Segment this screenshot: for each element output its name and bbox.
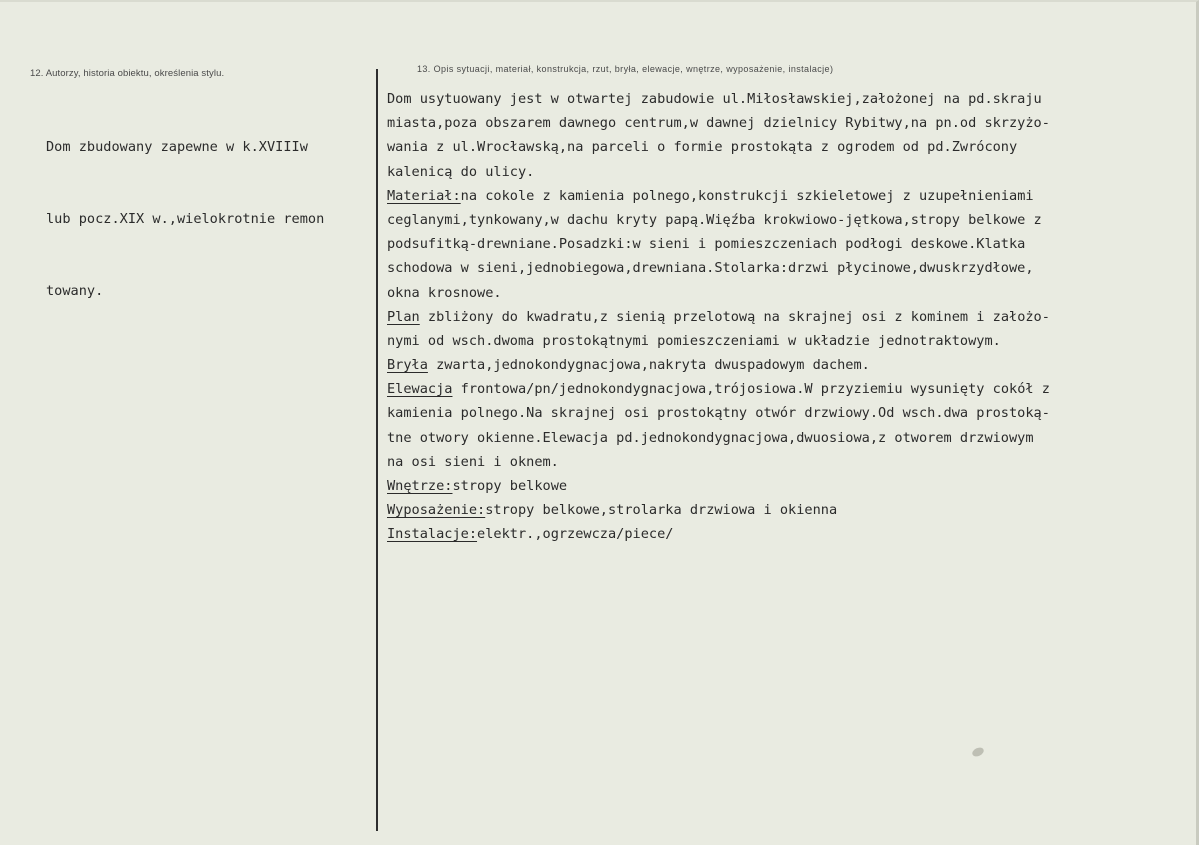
elewacja-label: Elewacja: [387, 381, 453, 398]
wnetrze-label: Wnętrze:: [387, 478, 453, 494]
text-line: podsufitką-drewniane.Posadzki:w sieni i pomieszczeniach podłogi deskowe.Klatka: [387, 236, 1026, 253]
text-line: kalenicą do ulicy.: [387, 163, 535, 180]
section-12-header: 12. Autorzy, historia obiektu, określenia stylu.: [30, 68, 225, 79]
text-line: miasta,poza obszarem dawnego centrum,w dawnej dzielnicy Rybitwy,na pn.od skrzyżo-: [387, 115, 1050, 132]
text-line: kamienia polnego.Na skrajnej osi prostokątny otwór drzwiowy.Od wsch.dwa prostoką-: [387, 405, 1050, 422]
wyposazenie-label: Wyposażenie:: [387, 502, 486, 519]
text-line: [387, 474, 1187, 498]
plan-text: zbliżony do kwadratu,z sienią przelotową na skrajnej osi z kominem i założo-: [419, 308, 1050, 325]
section-13-header: 13. Opis sytuacji, materiał, konstrukcja, rzut, bryła, elewacje, wnętrze, wyposażenie, instalacje): [417, 64, 834, 74]
column-divider: [376, 69, 378, 831]
text-line: Dom usytuowany jest w otwartej zabudowie ul.Miłosławskiej,założonej na pd.skraju: [387, 91, 1042, 107]
bryla-text: zwarta,jednokondygnacjowa,nakryta dwuspadowym dachem.: [427, 357, 870, 374]
text-line: [387, 522, 1187, 546]
elewacja-text: frontowa/pn/jednokondygnacjowa,trójosiowa.W przyziemiu wysunięty cokół z: [452, 381, 1050, 398]
text-line: towany.: [46, 283, 104, 300]
wyposazenie-text: stropy belkowe,strolarka drzwiowa i okienna: [485, 502, 838, 519]
section-13-text: [387, 87, 1187, 547]
text-line: okna krosnowe.: [387, 284, 502, 301]
material-text: na cokole z kamienia polnego,konstrukcji szkieletowej z uzupełnieniami: [460, 187, 1034, 204]
instalacje-text: elektr.,ogrzewcza/piece/: [477, 526, 674, 543]
material-label: Materiał:: [387, 187, 461, 204]
text-line: [387, 353, 1187, 377]
wnetrze-text: stropy belkowe: [452, 478, 568, 494]
text-line: nymi od wsch.dwoma prostokątnymi pomieszczeniami w układzie jednotraktowym.: [387, 332, 1001, 349]
ink-smudge: [971, 746, 985, 758]
text-line: Dom zbudowany zapewne w k.XVIIIw: [46, 139, 308, 155]
text-line: lub pocz.XIX w.,wielokrotnie remon: [46, 211, 325, 228]
text-line: [387, 184, 1187, 208]
text-line: [387, 305, 1187, 329]
text-line: ceglanymi,tynkowany,w dachu kryty papą.Więźba krokwiowo-jętkowa,stropy belkowe z: [387, 211, 1042, 228]
text-line: schodowa w sieni,jednobiegowa,drewniana.Stolarka:drzwi płycinowe,dwuskrzydłowe,: [387, 260, 1034, 277]
section-12-text: [46, 87, 375, 352]
plan-label: Plan: [387, 308, 420, 325]
text-line: [387, 498, 1187, 522]
text-line: [387, 377, 1187, 401]
text-line: wania z ul.Wrocławską,na parceli o formie prostokąta z ogrodem od pd.Zwrócony: [387, 139, 1018, 156]
text-line: tne otwory okienne.Elewacja pd.jednokondygnacjowa,dwuosiowa,z otworem drzwiowym: [387, 429, 1034, 446]
text-line: na osi sieni i oknem.: [387, 453, 559, 470]
bryla-label: Bryła: [387, 357, 428, 374]
instalacje-label: Instalacje:: [387, 526, 478, 543]
